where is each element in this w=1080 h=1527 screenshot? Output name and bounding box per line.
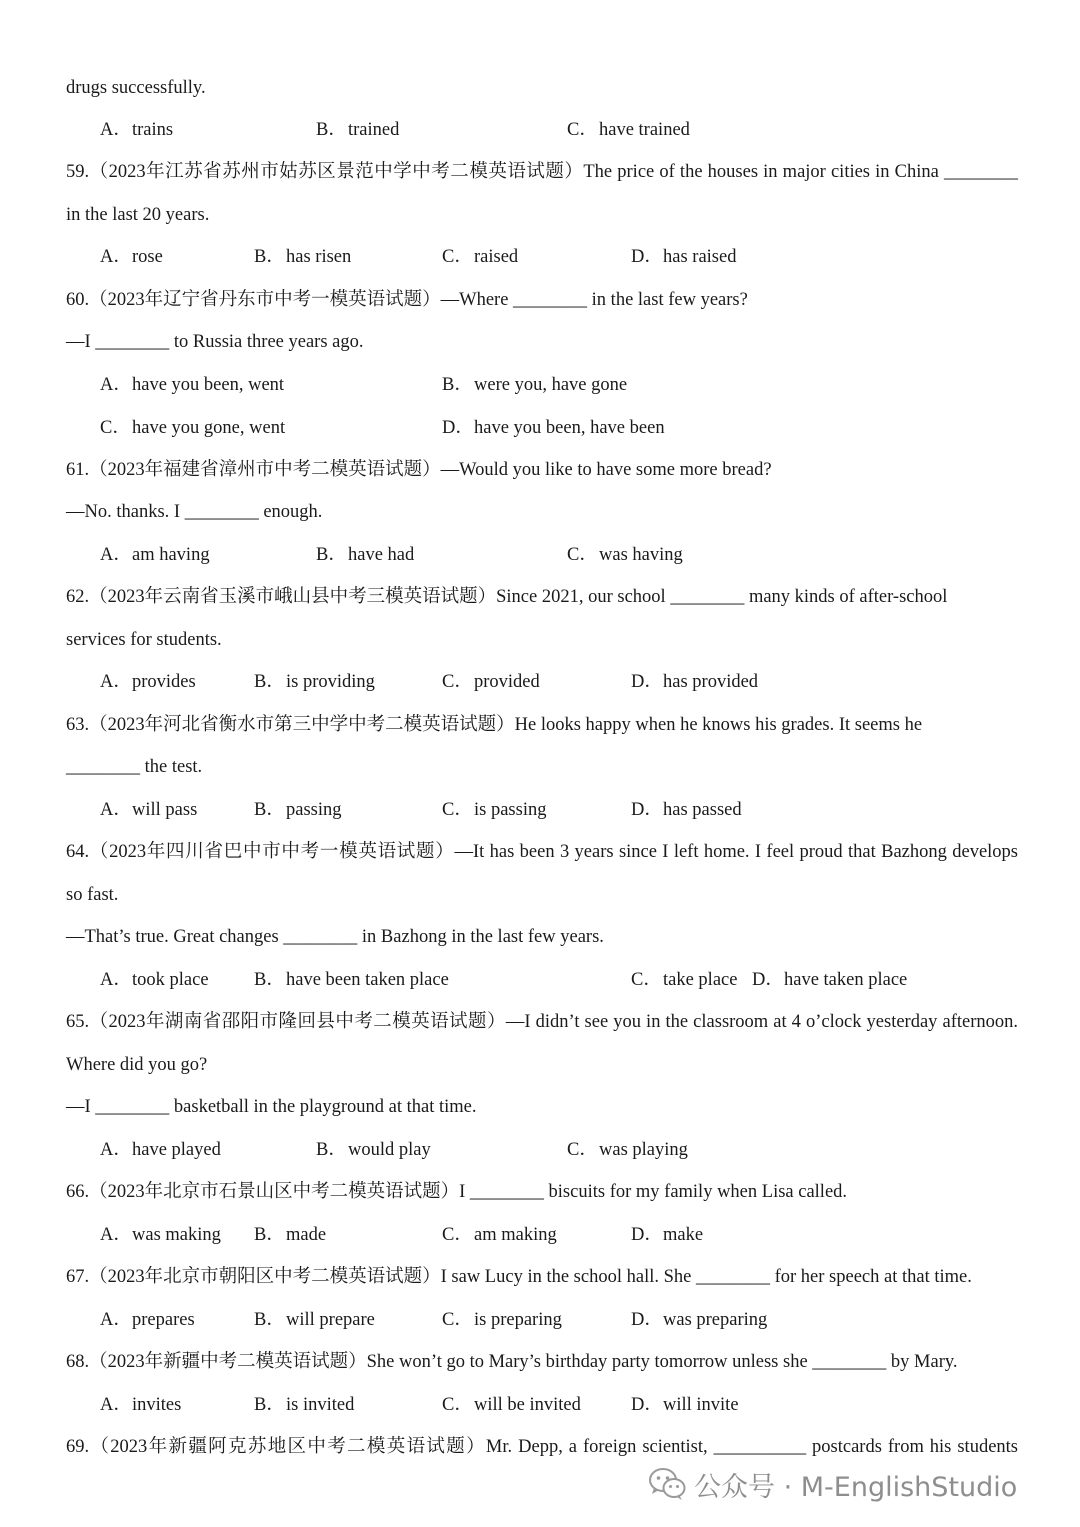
option-66-d: D．make: [631, 1225, 704, 1245]
option-65-a: A．have played: [100, 1140, 221, 1160]
question-65-stem-cont: Where did you go?: [66, 1055, 208, 1075]
option-64-b: B．have been taken place: [254, 970, 449, 990]
option-65-b: B．would play: [316, 1140, 431, 1160]
wechat-icon: [648, 1467, 686, 1501]
option-59-c: C．raised: [442, 247, 519, 267]
option-61-b: B．have had: [316, 545, 415, 565]
option-68-c: C．will be invited: [442, 1395, 581, 1415]
option-68-b: B．is invited: [254, 1395, 355, 1415]
option-61-c: C．was having: [567, 545, 683, 565]
option-59-d: D．has raised: [631, 247, 737, 267]
question-59-stem: 59.（2023年江苏省苏州市姑苏区景范中学中考二模英语试题）The price of the houses in major cities in China ________: [66, 162, 1018, 182]
question-63-stem-cont: ________ the test.: [66, 757, 203, 777]
question-63-stem: 63.（2023年河北省衡水市第三中学中考二模英语试题）He looks happy when he knows his grades. It seems he: [66, 715, 923, 735]
option-62-a: A．provides: [100, 672, 196, 692]
option-64-c: C．take place: [631, 970, 738, 990]
option-67-d: D．was preparing: [631, 1310, 768, 1330]
question-66-stem: 66.（2023年北京市石景山区中考二模英语试题）I ________ biscuits for my family when Lisa called.: [66, 1182, 848, 1202]
question-62-stem: 62.（2023年云南省玉溪市峨山县中考三模英语试题）Since 2021, our school ________ many kinds of after-school: [66, 587, 948, 607]
option-62-b: B．is providing: [254, 672, 375, 692]
option-58-c: C．have trained: [567, 120, 690, 140]
option-63-c: C．is passing: [442, 800, 547, 820]
option-64-a: A．took place: [100, 970, 209, 990]
question-61-stem: 61.（2023年福建省漳州市中考二模英语试题）—Would you like to have some more bread?: [66, 460, 772, 480]
option-60-b: B．were you, have gone: [442, 375, 628, 395]
option-61-a: A．am having: [100, 545, 210, 565]
option-68-a: A．invites: [100, 1395, 182, 1415]
option-65-c: C．was playing: [567, 1140, 688, 1160]
option-59-b: B．has risen: [254, 247, 352, 267]
question-64-stem-cont: so fast.: [66, 885, 119, 905]
question-65-stem: 65.（2023年湖南省邵阳市隆回县中考二模英语试题）—I didn’t see you in the classroom at 4 o’clock yesterday afternoon.: [66, 1012, 1018, 1032]
question-64-stem-reply: —That’s true. Great changes ________ in Bazhong in the last few years.: [66, 927, 604, 947]
option-67-c: C．is preparing: [442, 1310, 562, 1330]
option-62-c: C．provided: [442, 672, 540, 692]
option-67-a: A．prepares: [100, 1310, 195, 1330]
option-60-a: A．have you been, went: [100, 375, 285, 395]
option-63-a: A．will pass: [100, 800, 198, 820]
option-68-d: D．will invite: [631, 1395, 739, 1415]
option-63-d: D．has passed: [631, 800, 742, 820]
option-66-c: C．am making: [442, 1225, 557, 1245]
option-64-d: D．have taken place: [752, 970, 908, 990]
option-67-b: B．will prepare: [254, 1310, 375, 1330]
question-64-stem: 64.（2023年四川省巴中市中考一模英语试题）—It has been 3 years since I left home. I feel proud that Bazhong develops: [66, 842, 1018, 862]
option-59-a: A．rose: [100, 247, 163, 267]
question-68-stem: 68.（2023年新疆中考二模英语试题）She won’t go to Mary’s birthday party tomorrow unless she ________ by Mary.: [66, 1352, 958, 1372]
watermark-text: 公众号 · M-EnglishStudio: [694, 1471, 1018, 1503]
option-63-b: B．passing: [254, 800, 342, 820]
option-66-b: B．made: [254, 1225, 327, 1245]
option-60-c: C．have you gone, went: [100, 418, 286, 438]
question-60-stem: 60.（2023年辽宁省丹东市中考一模英语试题）—Where ________ in the last few years?: [66, 290, 748, 310]
option-60-d: D．have you been, have been: [442, 418, 665, 438]
option-58-a: A．trains: [100, 120, 174, 140]
question-58-tail: drugs successfully.: [66, 78, 206, 98]
option-66-a: A．was making: [100, 1225, 221, 1245]
question-65-stem-reply: —I ________ basketball in the playground at that time.: [66, 1097, 477, 1117]
question-62-stem-cont: services for students.: [66, 630, 222, 650]
watermark: [648, 1464, 1017, 1504]
question-59-stem-cont: in the last 20 years.: [66, 205, 210, 225]
question-67-stem: 67.（2023年北京市朝阳区中考二模英语试题）I saw Lucy in the school hall. She ________ for her speech at that time.: [66, 1267, 972, 1287]
question-60-stem-cont: —I ________ to Russia three years ago.: [66, 332, 364, 352]
option-62-d: D．has provided: [631, 672, 759, 692]
question-69-stem: 69.（2023年新疆阿克苏地区中考二模英语试题）Mr. Depp, a foreign scientist, __________ postcards from his students: [66, 1437, 1018, 1457]
question-61-stem-cont: —No. thanks. I ________ enough.: [66, 502, 323, 522]
option-58-b: B．trained: [316, 120, 400, 140]
